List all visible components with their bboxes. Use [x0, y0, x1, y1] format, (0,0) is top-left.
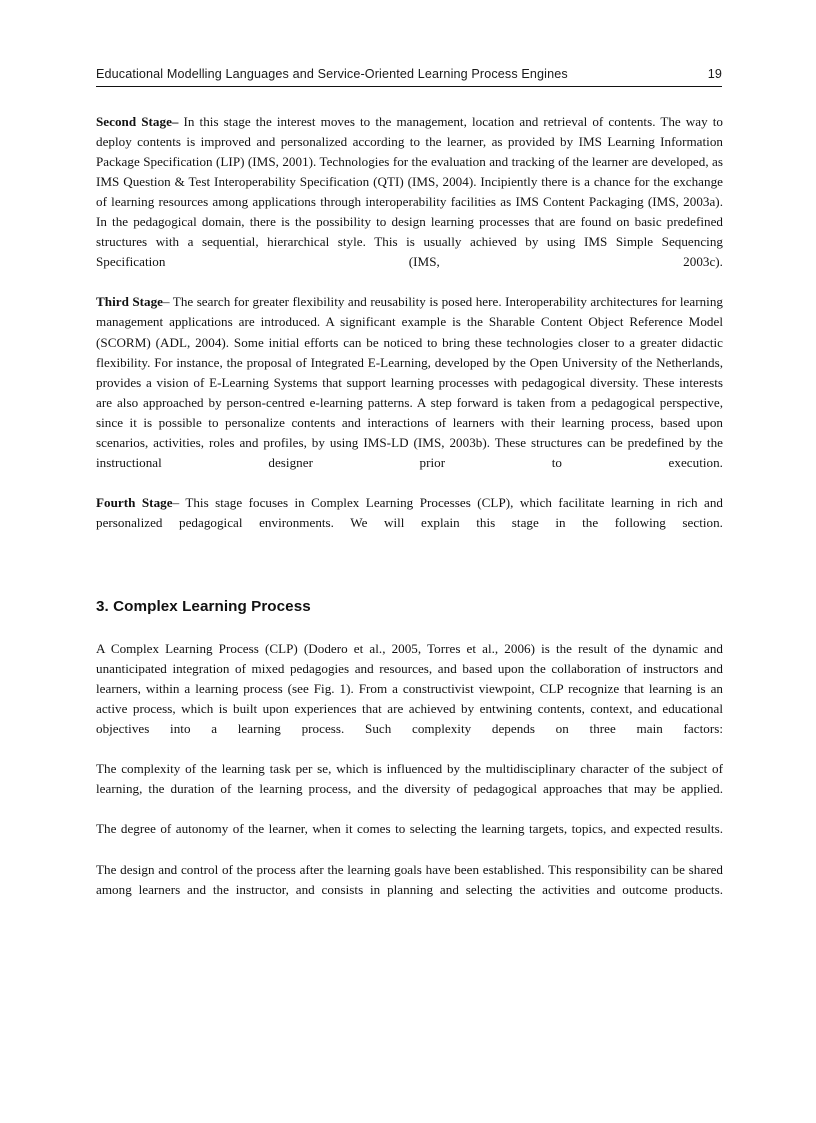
paragraph-lead-in: Second Stage– [96, 114, 179, 129]
spacer-before-heading [96, 553, 723, 597]
paragraph-text: – This stage focuses in Complex Learning Processes (CLP), which facilitate learning in rich and personalized pedagogical environments. We will explain this stage in the following section. [96, 494, 724, 530]
running-header [96, 66, 722, 87]
paragraph-factor-autonomy: The degree of autonomy of the learner, when it comes to selecting the learning targets, topics, and expected results. [96, 821, 723, 837]
paragraph-fourth-stage [96, 493, 723, 553]
paragraph-text: – The search for greater flexibility and reusability is posed here. Interoperability architectures for learning management applications are introduced. A significant example is the Sharable Content Object Reference Model (SCORM) (ADL, 2004). Some initial efforts can be noticed to bring these technologies closer to a greater didactic flexibility. For instance, the proposal of Integrated E-Learning, developed by the Open University of the Netherlands, provides a vision of E-Learning Systems that support learning processes with pedagogical diversity. These interests are also approached by person-centred e-learning patterns. A step forward is taken from a pedagogical perspective, since it is possible to personalize contents and interactions of learners with their learning process, based upon scenarios, activities, roles and profiles, by using IMS-LD (IMS, 2003b). These structures can be predefined by the instructional designer prior to execution. [96, 294, 723, 470]
paragraph-lead-in: Fourth Stage [96, 494, 173, 510]
paragraph-factor-complexity: The complexity of the learning task per se, which is influenced by the multidisciplinary character of the subject of learning, the duration of the learning process, and the diversity of pedagogical approaches that may be applied. [96, 761, 723, 797]
running-header-title: Educational Modelling Languages and Service-Oriented Learning Process Engines [96, 67, 568, 81]
paragraph-second-stage [96, 112, 723, 292]
paragraph-text: In this stage the interest moves to the management, location and retrieval of contents. The way to deploy contents is improved and personalized according to the learner, as provided by IMS Learning Information Package Specification (LIP) (IMS, 2001). Technologies for the evaluation and tracking of the learner are developed, as IMS Question & Test Interoperability Specification (QTI) (IMS, 2004). Incipiently there is a chance for the exchange of learning resources among applications through interoperability facilities as IMS Content Packaging (IMS, 2003a). In the pedagogical domain, there is the possibility to design learning processes that are found on basic predefined structures with a sequential, hierarchical style. This is usually achieved by using IMS Simple Sequencing Specification (IMS, 2003c). [96, 114, 723, 270]
paragraph-third-stage [96, 292, 723, 492]
paragraph-clp-intro: A Complex Learning Process (CLP) (Dodero et al., 2005, Torres et al., 2006) is the result of the dynamic and unanticipated integration of mixed pedagogies and resources, and based upon the collaboration of instructors and learners, within a learning process (see Fig. 1). From a constructivist viewpoint, CLP recognize that learning is an active process, which is built upon experiences that are achieved by entwining contents, context, and educational objectives into a learning process. Such complexity depends on three main factors: [96, 641, 723, 737]
page-number: 19 [707, 67, 722, 81]
section-heading-complex-learning-process: 3. Complex Learning Process [96, 598, 311, 616]
paragraph-factor-design-control: The design and control of the process after the learning goals have been established. This responsibility can be shared among learners and the instructor, and consists in planning and selecting the activities and outcome products. [96, 861, 723, 897]
paragraph-lead-in: Third Stage [96, 294, 164, 310]
spacer-after-heading [96, 617, 723, 639]
document-body [96, 112, 723, 920]
